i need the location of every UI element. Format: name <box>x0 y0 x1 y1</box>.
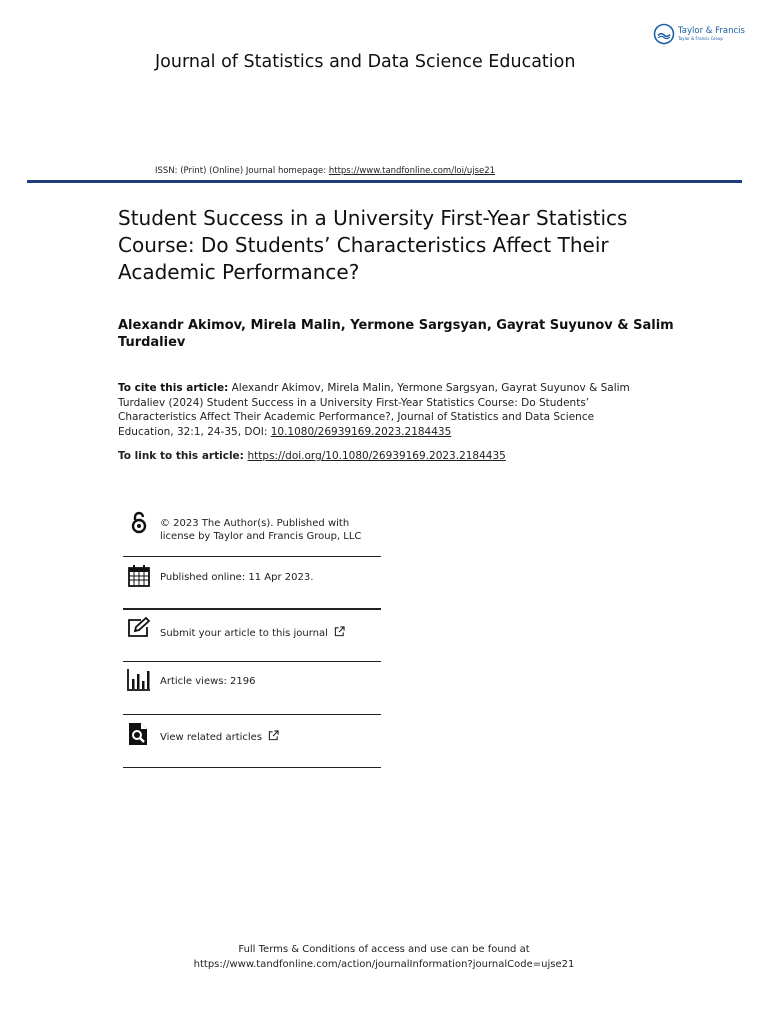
info-divider <box>123 661 381 662</box>
submit-article-label: Submit your article to this journal <box>160 628 328 639</box>
related-articles-row[interactable] <box>123 720 381 764</box>
article-doi-url-link[interactable]: https://doi.org/10.1080/26939169.2023.2184435 <box>247 450 506 462</box>
license-line-1: © 2023 The Author(s). Published with <box>160 518 350 529</box>
info-divider <box>123 714 381 715</box>
citation-block <box>118 381 638 439</box>
license-line-2: license by Taylor and Francis Group, LLC <box>160 531 362 542</box>
edit-icon <box>127 616 151 640</box>
header-rule <box>27 180 742 183</box>
published-date: Published online: 11 Apr 2023. <box>160 572 314 583</box>
calendar-icon <box>127 564 151 588</box>
footer-terms-url[interactable]: https://www.tandfonline.com/action/journalInformation?journalCode=ujse21 <box>193 959 575 970</box>
publisher-logo <box>653 21 748 47</box>
publisher-name: Taylor & Francis <box>678 26 745 37</box>
publisher-tagline: Taylor & Francis Group <box>678 35 723 41</box>
journal-homepage-link[interactable]: https://www.tandfonline.com/loi/ujse21 <box>328 166 496 176</box>
issn-label: ISSN: (Print) (Online) Journal homepage: <box>155 166 329 176</box>
document-search-icon <box>127 722 151 746</box>
submit-article-row[interactable] <box>123 614 381 658</box>
bar-chart-icon <box>127 668 151 692</box>
published-row <box>123 562 381 606</box>
footer-terms-text: Full Terms & Conditions of access and use can be found at <box>238 944 530 955</box>
info-divider <box>123 608 381 610</box>
article-authors: Alexandr Akimov, Mirela Malin, Yermone Sargsyan, Gayrat Suyunov & Salim Turdaliev <box>118 318 674 350</box>
info-divider <box>123 556 381 557</box>
related-articles-link[interactable] <box>160 730 279 744</box>
open-access-icon <box>127 510 151 534</box>
external-link-icon <box>268 730 279 741</box>
journal-title: Journal of Statistics and Data Science Education <box>155 52 576 72</box>
article-title: Student Success in a University First-Year Statistics Course: Do Students’ Characteristics Affect Their Academic Performance? <box>118 206 628 284</box>
citation-doi-link[interactable]: 10.1080/26939169.2023.2184435 <box>270 425 452 438</box>
issn-line <box>155 166 495 176</box>
article-views: Article views: 2196 <box>160 676 256 687</box>
publisher-logo-icon <box>653 23 675 45</box>
submit-article-link[interactable] <box>160 626 345 640</box>
article-views-row <box>123 667 381 711</box>
citation-label: To cite this article: <box>118 382 229 394</box>
footer <box>0 942 768 972</box>
related-articles-label: View related articles <box>160 732 263 743</box>
citation-text: Alexandr Akimov, Mirela Malin, Yermone Sargsyan, Gayrat Suyunov & Salim Turdaliev (2024) Student Success in a University First-Year Statistics Course: Do Students’ Characteristics Affect Their Academic Performance?, Journal of Statistics and Data Science Education, 32:1, 24-35, DOI: <box>118 382 630 438</box>
license-row <box>123 510 381 554</box>
external-link-icon <box>334 626 345 637</box>
info-divider <box>123 767 381 768</box>
article-link-block <box>118 449 678 464</box>
article-link-label: To link to this article: <box>118 450 248 462</box>
